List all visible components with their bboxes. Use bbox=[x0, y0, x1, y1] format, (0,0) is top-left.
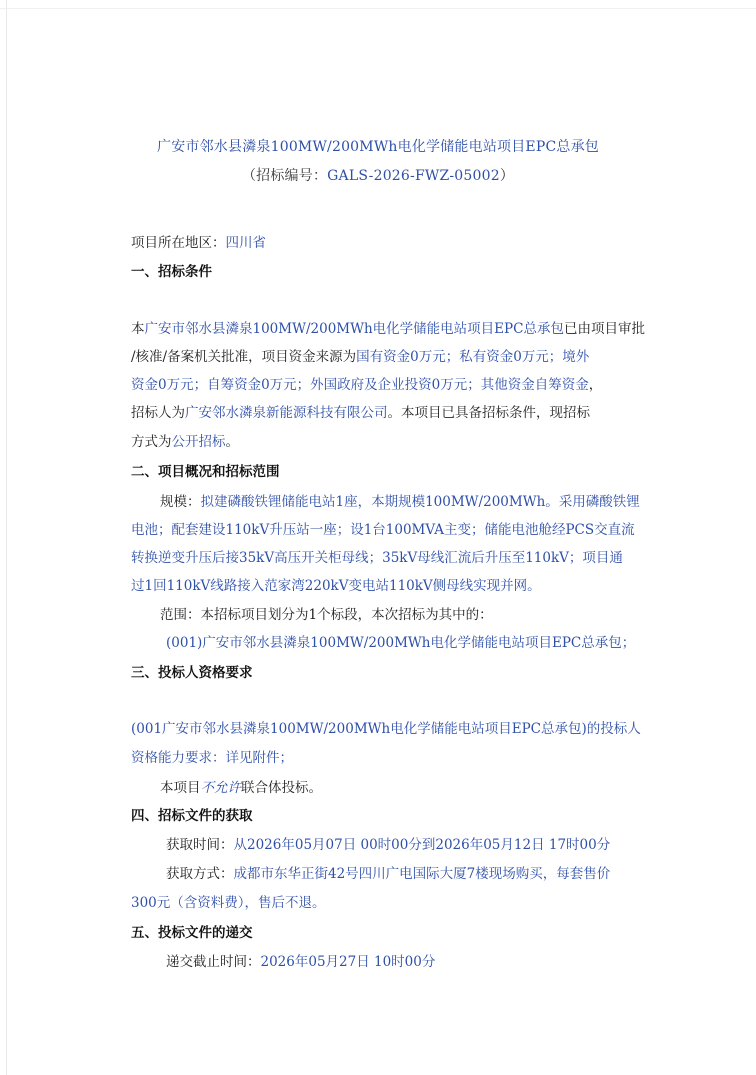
project-region bbox=[131, 234, 651, 252]
deadline-value: 2026年05月27日 10时00分 bbox=[260, 954, 436, 970]
scale-label: 规模： bbox=[160, 494, 201, 510]
region-label: 项目所在地区： bbox=[131, 235, 226, 251]
section-3-heading: 三、投标人资格要求 bbox=[131, 665, 253, 681]
text: 。本项目已具备招标条件，现招标 bbox=[387, 405, 590, 421]
section-5-heading: 五、投标文件的递交 bbox=[131, 925, 253, 941]
scale-line-4: 过1回110kV线路接入范家湾220kV变电站110kV侧母线实现并网。 bbox=[131, 578, 541, 594]
scan-edge-left bbox=[6, 0, 7, 1075]
section-1-line-2 bbox=[131, 348, 651, 366]
deadline-label: 递交截止时间： bbox=[166, 954, 261, 970]
scan-edge-top bbox=[0, 8, 756, 9]
range-line: 范围：本招标项目划分为1个标段，本次招标为其中的： bbox=[160, 607, 493, 623]
region-value: 四川省 bbox=[225, 235, 266, 251]
deadline-line bbox=[166, 953, 686, 971]
text: 招标人为 bbox=[131, 405, 185, 421]
obtain-method-value: 成都市东华正街42号四川广电国际大厦7楼现场购买，每套售价 bbox=[233, 866, 611, 882]
joint-bid-line bbox=[160, 779, 680, 797]
project-name: 广安市邻水县潾泉100MW/200MWh电化学储能电站项目EPC总承包 bbox=[144, 321, 564, 337]
section-2-heading: 二、项目概况和招标范围 bbox=[131, 464, 280, 480]
text: ， bbox=[588, 377, 603, 393]
tender-method: 公开招标 bbox=[171, 434, 226, 450]
fund-source: 国有资金0万元；私有资金0万元；境外 bbox=[356, 349, 590, 365]
obtain-method-line-1 bbox=[166, 865, 686, 883]
scale-text: 拟建磷酸铁锂储能电站1座，本期规模100MW/200MWh。采用磷酸铁锂 bbox=[200, 494, 640, 510]
obtain-method-line-2: 300元（含资料费），售后不退。 bbox=[131, 895, 326, 911]
text: 。 bbox=[225, 434, 239, 450]
text: 本 bbox=[131, 321, 145, 337]
text: 方式为 bbox=[131, 434, 172, 450]
text: /核准/备案机关批准，项目资金来源为 bbox=[131, 349, 357, 365]
section-1-line-3 bbox=[131, 376, 651, 394]
joint-bid-status: 不允许 bbox=[200, 780, 241, 796]
tenderer-name: 广安邻水潾泉新能源科技有限公司 bbox=[185, 405, 388, 421]
scale-line-2: 电池；配套建设110kV升压站一座；设1台100MVA主变；储能电池舱经PCS交直流 bbox=[131, 522, 635, 538]
text: 联合体投标。 bbox=[241, 780, 322, 796]
section-1-line-5 bbox=[131, 433, 651, 451]
text: 已由项目审批 bbox=[563, 321, 645, 337]
section-1-heading: 一、招标条件 bbox=[131, 264, 212, 280]
fund-source-cont: 资金0万元；自筹资金0万元；外国政府及企业投资0万元；其他资金自筹资金 bbox=[131, 377, 589, 393]
section-1-line-1 bbox=[131, 320, 651, 338]
tender-code-suffix: ） bbox=[499, 168, 515, 184]
tender-code-value: GALS-2026-FWZ-05002 bbox=[327, 168, 500, 184]
lot-line: (001)广安市邻水县潾泉100MW/200MWh电化学储能电站项目EPC总承包； bbox=[166, 635, 636, 651]
section-1-line-4 bbox=[131, 404, 651, 422]
obtain-method-label: 获取方式： bbox=[166, 866, 234, 882]
tender-code-prefix: （招标编号： bbox=[241, 168, 328, 184]
qualification-line-2: 资格能力要求：详见附件； bbox=[131, 750, 293, 766]
scale-line-3: 转换逆变升压后接35kV高压开关柜母线；35kV母线汇流后升压至110kV；项目通 bbox=[131, 550, 623, 566]
obtain-time-value: 从2026年05月07日 00时00分到2026年05月12日 17时00分 bbox=[233, 837, 611, 853]
obtain-time-line bbox=[166, 836, 686, 854]
qualification-line-1: (001广安市邻水县潾泉100MW/200MWh电化学储能电站项目EPC总承包)的投标人 bbox=[131, 721, 641, 737]
text: 本项目 bbox=[160, 780, 201, 796]
tender-code bbox=[0, 165, 756, 185]
obtain-time-label: 获取时间： bbox=[166, 837, 234, 853]
scale-line-1 bbox=[160, 493, 680, 511]
document-title: 广安市邻水县潾泉100MW/200MWh电化学储能电站项目EPC总承包 bbox=[157, 139, 599, 155]
section-4-heading: 四、招标文件的获取 bbox=[131, 808, 253, 824]
